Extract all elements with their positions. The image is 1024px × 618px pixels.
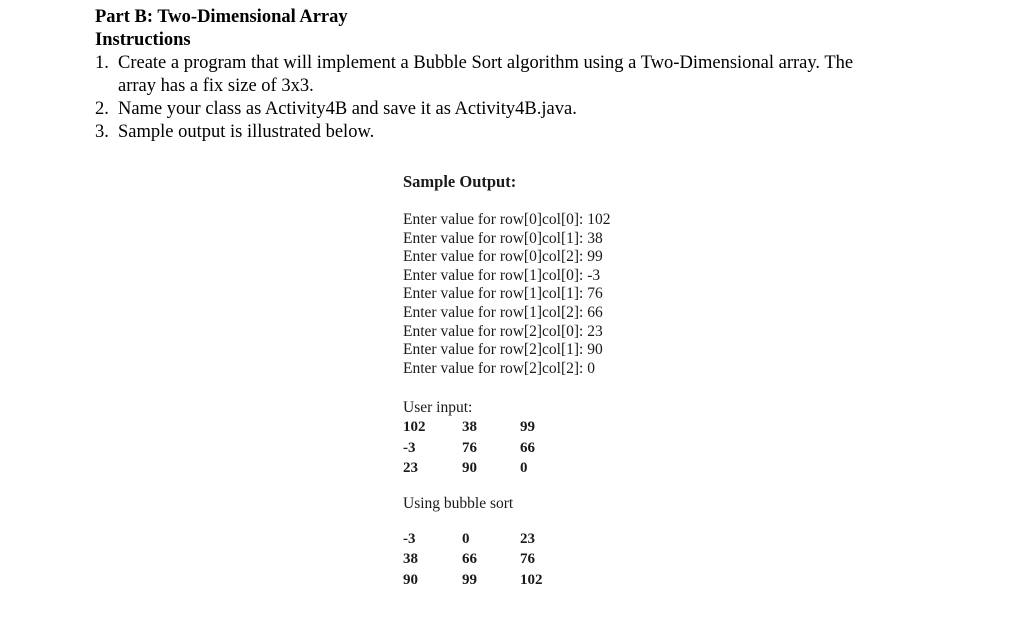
instruction-number: 2. xyxy=(95,99,109,119)
grid-cell: -3 xyxy=(403,439,416,456)
document-page xyxy=(95,6,995,144)
instructions-list xyxy=(95,52,995,144)
grid-row xyxy=(403,458,560,479)
grid-cell: 66 xyxy=(520,439,535,456)
prompt-line: Enter value for row[2]col[2]: 0 xyxy=(403,359,595,377)
prompt-lines xyxy=(403,211,823,378)
grid-row xyxy=(403,570,560,591)
prompt-line: Enter value for row[0]col[0]: 102 xyxy=(403,211,611,228)
instruction-item xyxy=(95,121,995,144)
grid-cell: 23 xyxy=(520,530,535,547)
grid-row xyxy=(403,417,560,438)
prompt-line: Enter value for row[1]col[2]: 66 xyxy=(403,303,603,321)
instruction-line: array has a fix size of 3x3. xyxy=(118,76,314,96)
grid-cell: 0 xyxy=(462,530,470,547)
user-input-grid xyxy=(403,417,560,479)
instructions-heading: Instructions xyxy=(95,30,191,50)
sample-output-figure xyxy=(403,171,823,590)
instruction-item xyxy=(95,52,995,98)
grid-cell: 102 xyxy=(403,419,426,436)
instruction-number: 3. xyxy=(95,122,109,142)
grid-cell: 23 xyxy=(403,460,418,477)
prompt-line: Enter value for row[2]col[1]: 90 xyxy=(403,341,603,359)
part-title: Part B: Two-Dimensional Array xyxy=(95,7,348,27)
sorted-grid xyxy=(403,529,560,591)
grid-cell: 90 xyxy=(462,460,477,477)
bubble-sort-label: Using bubble sort xyxy=(403,494,514,512)
grid-row xyxy=(403,529,560,550)
grid-cell: 66 xyxy=(462,551,477,568)
grid-cell: 102 xyxy=(520,571,543,588)
prompt-line: Enter value for row[1]col[1]: 76 xyxy=(403,285,603,303)
grid-cell: -3 xyxy=(403,530,416,547)
prompt-line: Enter value for row[2]col[0]: 23 xyxy=(403,322,603,340)
grid-cell: 38 xyxy=(403,551,418,568)
prompt-line: Enter value for row[0]col[1]: 38 xyxy=(403,229,603,247)
prompt-line: Enter value for row[0]col[2]: 99 xyxy=(403,248,603,266)
sample-output-title: Sample Output: xyxy=(403,172,517,191)
grid-row xyxy=(403,549,560,570)
grid-cell: 76 xyxy=(520,551,535,568)
grid-cell: 38 xyxy=(462,419,477,436)
grid-cell: 0 xyxy=(520,460,528,477)
grid-row xyxy=(403,438,560,459)
instruction-line: Sample output is illustrated below. xyxy=(118,122,375,142)
prompt-line: Enter value for row[1]col[0]: -3 xyxy=(403,266,601,284)
grid-cell: 76 xyxy=(462,439,477,456)
instruction-line: Name your class as Activity4B and save it as Activity4B.java. xyxy=(118,99,577,119)
instruction-item xyxy=(95,98,995,121)
instruction-number: 1. xyxy=(95,53,109,73)
instruction-line: Create a program that will implement a Bubble Sort algorithm using a Two-Dimensional array. The xyxy=(118,53,854,73)
user-input-label: User input: xyxy=(403,399,473,417)
grid-cell: 90 xyxy=(403,571,418,588)
grid-cell: 99 xyxy=(462,571,477,588)
grid-cell: 99 xyxy=(520,419,535,436)
